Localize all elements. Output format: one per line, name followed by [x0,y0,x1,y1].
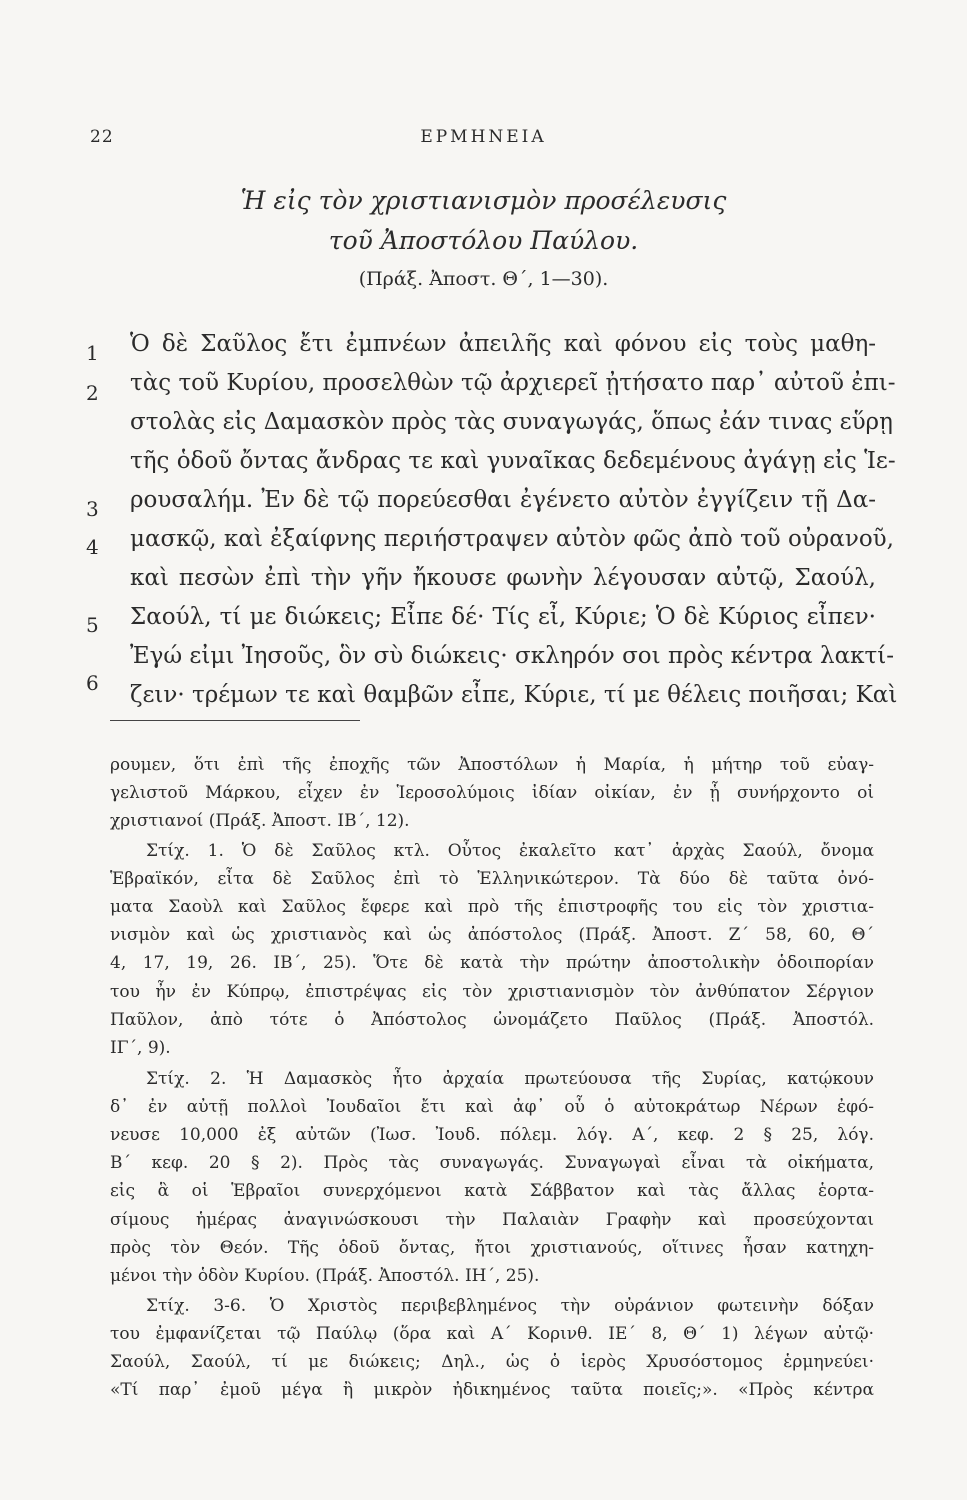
verse-number: 3 [86,497,99,521]
main-text-line: Σαούλ, τί με διώκεις; Εἶπε δέ· Τίς εἶ, Κύριε; Ὁ δὲ Κύριος εἶπεν· [130,604,876,630]
note-line: σίμους ἡμέρας ἀναγινώσκουσι τὴν Παλαιὰν Γραφὴν καὶ προσεύχονται [110,1210,874,1230]
main-text-line: ζειν· τρέμων τε καὶ θαμβῶν εἶπε, Κύριε, τί με θέλεις ποιῆσαι; Καὶ [130,682,898,708]
note-line: Στίχ. 3-6. Ὁ Χριστὸς περιβεβλημένος τὴν οὐράνιον φωτεινὴν δόξαν [146,1296,874,1316]
main-text-line: Ὁ δὲ Σαῦλος ἔτι ἐμπνέων ἀπειλῆς καὶ φόνου εἰς τοὺς μαθη- [130,331,876,357]
note-line: δ᾽ ἐν αὐτῇ πολλοὶ Ἰουδαῖοι ἔτι καὶ ἀφ᾽ οὗ ὁ αὐτοκράτωρ Νέρων ἐφό- [110,1097,874,1117]
main-text-line: Ἐγώ εἰμι Ἰησοῦς, ὃν σὺ διώκεις· σκληρόν σοι πρὸς κέντρα λακτί- [130,643,895,669]
page-number: 22 [90,127,114,147]
note-line: 4, 17, 19, 26. ΙΒ΄, 25). Ὅτε δὲ κατὰ τὴν πρώτην ἀποστολικὴν ὁδοιπορίαν [110,953,874,973]
note-line: Στίχ. 2. Ἡ Δαμασκὸς ἦτο ἀρχαία πρωτεύουσα τῆς Συρίας, κατῴκουν [146,1069,874,1089]
note-line: ματα Σαοὺλ καὶ Σαῦλος ἔφερε καὶ πρὸ τῆς ἐπιστροφῆς του εἰς τὸν χριστια- [110,897,874,917]
main-text-line: ρουσαλήμ. Ἐν δὲ τῷ πορεύεσθαι ἐγένετο αὐτὸν ἐγγίζειν τῇ Δα- [130,487,876,513]
note-line: ρουμεν, ὅτι ἐπὶ τῆς ἐποχῆς τῶν Ἀποστόλων ἡ Μαρία, ἡ μήτηρ τοῦ εὐαγ- [110,755,874,775]
note-line: Ἑβραϊκόν, εἶτα δὲ Σαῦλος ἐπὶ τὸ Ἑλληνικώτερον. Τὰ δύο δὲ ταῦτα ὀνό- [110,869,874,889]
running-head: ΕΡΜΗΝΕΙΑ [420,127,547,147]
note-line: εἰς ἃ οἱ Ἑβραῖοι συνερχόμενοι κατὰ Σάββατον καὶ τὰς ἄλλας ἑορτα- [110,1181,874,1201]
note-line: νευσε 10,000 ἐξ αὐτῶν (Ἰωσ. Ἰουδ. πόλεμ. λόγ. Α΄, κεφ. 2 § 25, λόγ. [110,1125,874,1145]
note-line: γελιστοῦ Μάρκου, εἶχεν ἐν Ἱεροσολύμοις ἰδίαν οἰκίαν, ἐν ᾗ συνήρχοντο οἱ [110,783,874,803]
verse-number: 6 [86,671,99,695]
note-line: νισμὸν καὶ ὡς χριστιανὸς καὶ ὡς ἀπόστολος (Πράξ. Ἀποστ. Ζ΄ 58, 60, Θ΄ [110,925,874,945]
verse-number: 5 [86,613,99,637]
note-line: χριστιανοί (Πράξ. Ἀποστ. ΙΒ΄, 12). [110,811,410,831]
note-line: ΙΓ΄, 9). [110,1038,171,1058]
note-line: μένοι τὴν ὁδὸν Κυρίου. (Πράξ. Ἀποστόλ. ΙΗ΄, 25). [110,1266,540,1286]
footnote-divider [110,720,360,721]
verse-number: 4 [86,535,99,559]
note-line: Β΄ κεφ. 20 § 2). Πρὸς τὰς συναγωγάς. Συναγωγαὶ εἶναι τὰ οἰκήματα, [110,1153,874,1173]
main-text-line: στολὰς εἰς Δαμασκὸν πρὸς τὰς συναγωγάς, ὅπως ἐάν τινας εὕρῃ [130,409,893,435]
main-text-line: τὰς τοῦ Κυρίου, προσελθὼν τῷ ἀρχιερεῖ ᾐτήσατο παρ᾽ αὐτοῦ ἐπι- [130,370,896,396]
main-text-line: τῆς ὁδοῦ ὄντας ἄνδρας τε καὶ γυναῖκας δεδεμένους ἀγάγῃ εἰς Ἱε- [130,448,896,474]
note-line: πρὸς τὸν Θεόν. Τῆς ὁδοῦ ὄντας, ἤτοι χριστιανούς, οἵτινες ἦσαν κατηχη- [110,1238,874,1258]
scripture-citation: (Πράξ. Ἀποστ. Θ΄, 1—30). [358,268,609,290]
note-line: Παῦλον, ἀπὸ τότε ὁ Ἀπόστολος ὠνομάζετο Παῦλος (Πράξ. Ἀποστόλ. [110,1010,874,1030]
main-text-line: μασκῷ, καὶ ἐξαίφνης περιήστραψεν αὐτὸν φῶς ἀπὸ τοῦ οὐρανοῦ, [130,526,894,552]
chapter-title-line-2: τοῦ Ἀποστόλου Παύλου. [328,226,639,255]
note-line: «Τί παρ᾽ ἐμοῦ μέγα ἢ μικρὸν ἠδικημένος ταῦτα ποιεῖς;». «Πρὸς κέντρα [110,1380,874,1400]
main-text-line: καὶ πεσὼν ἐπὶ τὴν γῆν ἤκουσε φωνὴν λέγουσαν αὐτῷ, Σαούλ, [130,565,876,591]
note-line: του ἐμφανίζεται τῷ Παύλῳ (ὅρα καὶ Α΄ Κορινθ. ΙΕ΄ 8, Θ΄ 1) λέγων αὐτῷ· [110,1324,874,1344]
note-line: του ἦν ἐν Κύπρῳ, ἐπιστρέψας εἰς τὸν χριστιανισμὸν τὸν ἀνθύπατον Σέργιον [110,982,874,1002]
note-line: Στίχ. 1. Ὁ δὲ Σαῦλος κτλ. Οὗτος ἐκαλεῖτο κατ᾽ ἀρχὰς Σαούλ, ὄνομα [146,841,874,861]
verse-number: 2 [86,381,99,405]
verse-number: 1 [86,341,99,365]
chapter-title-line-1: Ἡ εἰς τὸν χριστιανισμὸν προσέλευσις [240,186,727,215]
note-line: Σαούλ, Σαούλ, τί με διώκεις; Δηλ., ὡς ὁ ἱερὸς Χρυσόστομος ἑρμηνεύει· [110,1352,874,1372]
